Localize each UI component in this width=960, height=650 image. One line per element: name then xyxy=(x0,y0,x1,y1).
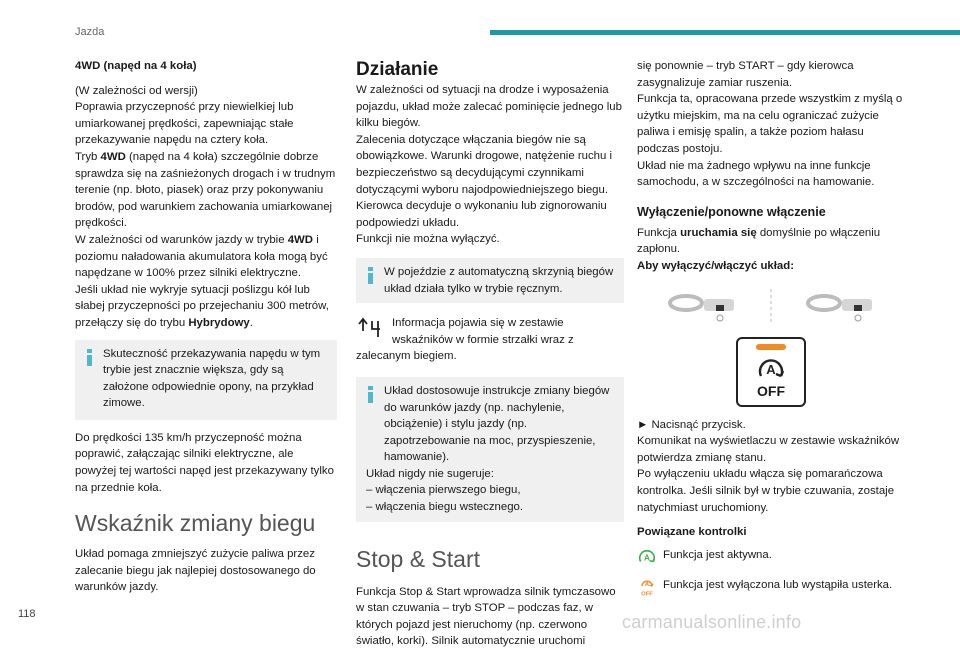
heading-gear-indicator: Wskaźnik zmiany biegu xyxy=(75,510,316,537)
button-led xyxy=(756,344,786,350)
page-number: 118 xyxy=(18,608,36,620)
paragraph: Do prędkości 135 km/h przyczepność można poprawić, załączając silniki elektryczne, ale powyżej tej wartości napęd jest przekazywany tylko na przednie koła. xyxy=(75,431,334,494)
heading-kontrolki: Powiązane kontrolki xyxy=(637,526,747,539)
steering-wheel-dashboard-icon xyxy=(664,291,740,323)
section-header: Jazda xyxy=(75,26,105,38)
auto-stop-start-icon xyxy=(756,354,786,384)
svg-text:A: A xyxy=(644,581,650,588)
paragraph: Zalecenia dotyczące włączania biegów nie są obowiązkowe. Warunki drogowe, natężenie ruchu i bezpieczeństwo są decydującymi czynnikami dotyczącymi wyboru najodpowiedniejszego biegu. Kierowca decyduje o wykonaniu lub zignorowaniu podpowiedzi układu. xyxy=(356,133,613,229)
paragraph: Układ pomaga zmniejszyć zużycie paliwa przez zalecanie biegu jak najlepiej dostosowanego do warunków jazdy. xyxy=(75,548,316,594)
info-note: W pojeździe z automatyczną skrzynią biegów układ działa tylko w trybie ręcznym. xyxy=(356,258,624,303)
info-note: Układ dostosowuje instrukcje zmiany biegów do warunków jazdy (np. nachylenie, obciążenie) i stylu jazdy (np. zapotrzebowanie na moc, przyspieszenie, hamowanie). Układ nigdy nie sugeruje: – włączenia pierwszego biegu, – włączenia biegu wstecznego. xyxy=(356,377,624,522)
column-1 xyxy=(75,58,337,596)
stop-start-green-lamp-icon xyxy=(637,547,657,567)
paragraph: W zależności od warunków jazdy w trybie 4WD i poziomu naładowania akumulatora koła mogą być napędzane w 100% przez silniki elektryczne. xyxy=(75,233,328,280)
watermark: carmanualsonline.info xyxy=(622,612,802,632)
info-icon xyxy=(368,386,373,403)
paragraph: Funkcja ta, opracowana przede wszystkim z myślą o użytku miejskim, ma na celu ograniczać zużycie paliwa i emisję spalin, a także poziom hałasu podczas postoju. xyxy=(637,93,903,155)
indicator-row-off: A OFF Funkcja jest wyłączona lub wystąpiła usterka. xyxy=(637,577,905,597)
svg-text:A: A xyxy=(766,361,776,377)
heading-dzialanie: Działanie xyxy=(356,59,439,80)
paragraph: ► Nacisnąć przycisk. xyxy=(637,418,746,431)
info-icon xyxy=(87,349,92,366)
paragraph: Układ nie ma żadnego wpływu na inne funkcje samochodu, a w szczególności na hamowanie. xyxy=(637,159,875,189)
paragraph: Aby wyłączyć/włączyć układ: xyxy=(637,259,795,272)
svg-text:A: A xyxy=(644,553,650,563)
dashboard-illustration xyxy=(637,289,905,325)
heading-4wd: 4WD (napęd na 4 koła) xyxy=(75,60,197,72)
paragraph: Tryb 4WD (napęd na 4 koła) szczególnie dobrze sprawdza się na zaśnieżonych drogach i w trudnym terenie (np. błoto, piasek) oraz przy pokonywaniu brodów, pod warunkiem zachowania umiarkowanej prędkości. xyxy=(75,150,336,230)
stop-start-button-wrap xyxy=(637,337,905,407)
paragraph: (W zależności od wersji) xyxy=(75,84,198,97)
paragraph: Funkcji nie można wyłączyć. xyxy=(356,233,500,246)
gear-shift-arrow-icon xyxy=(356,317,384,339)
heading-stop-start: Stop & Start xyxy=(356,545,481,572)
stop-start-off-button[interactable] xyxy=(736,337,806,407)
svg-text:OFF: OFF xyxy=(641,591,653,597)
paragraph: Komunikat na wyświetlaczu w zestawie wskaźników potwierdza zmianę stanu. xyxy=(637,435,900,464)
indicator-row-active: A Funkcja jest aktywna. xyxy=(637,547,905,567)
paragraph: Poprawia przyczepność przy niewielkiej lub umiarkowanej prędkości, zapewniając stałe przekazywanie napędu na cztery koła. xyxy=(75,101,294,147)
gear-arrow-note: Informacja pojawia się w zestawie wskaźników w formie strzałki wraz z zalecanym biegiem. xyxy=(356,317,574,363)
column-3 xyxy=(637,58,905,597)
paragraph: Jeśli układ nie wykryje sytuacji poślizgu kół lub słabej przyczepności po przejechaniu 300 metrów, przełączy się do trybu Hybrydowy. xyxy=(75,283,329,329)
paragraph: Funkcja Stop & Start wprowadza silnik tymczasowo w stan czuwania – tryb STOP – podczas faz, w których pojazd jest nieruchomy (np. czerwono światło, korki). Silnik automatycznie uruchomi xyxy=(356,585,616,648)
heading-wylaczenie: Wyłączenie/ponowne włączenie xyxy=(637,204,826,219)
paragraph: Po wyłączeniu układu włącza się pomarańczowa kontrolka. Jeśli silnik był w trybie czuwania, zostaje natychmiast uruchomiony. xyxy=(637,468,895,514)
info-note: Skuteczność przekazywania napędu w tym trybie jest znacznie większa, gdy są założone odpowiednie opony, na przykład zimowe. xyxy=(75,340,337,420)
accent-bar xyxy=(490,30,960,35)
steering-wheel-dashboard-icon xyxy=(802,291,878,323)
column-2 xyxy=(356,58,624,650)
paragraph: W zależności od sytuacji na drodze i wyposażenia pojazdu, układ może zalecać pominięcie jednego lub kilku biegów. xyxy=(356,84,622,130)
info-icon xyxy=(368,267,373,284)
divider-dashed xyxy=(770,289,772,325)
button-label: OFF xyxy=(757,382,785,399)
paragraph: się ponownie – tryb START – gdy kierowca zasygnalizuje zamiar ruszenia. xyxy=(637,60,854,89)
stop-start-orange-off-lamp-icon xyxy=(637,577,657,597)
paragraph: Funkcja uruchamia się domyślnie po włączeniu zapłonu. xyxy=(637,226,881,256)
